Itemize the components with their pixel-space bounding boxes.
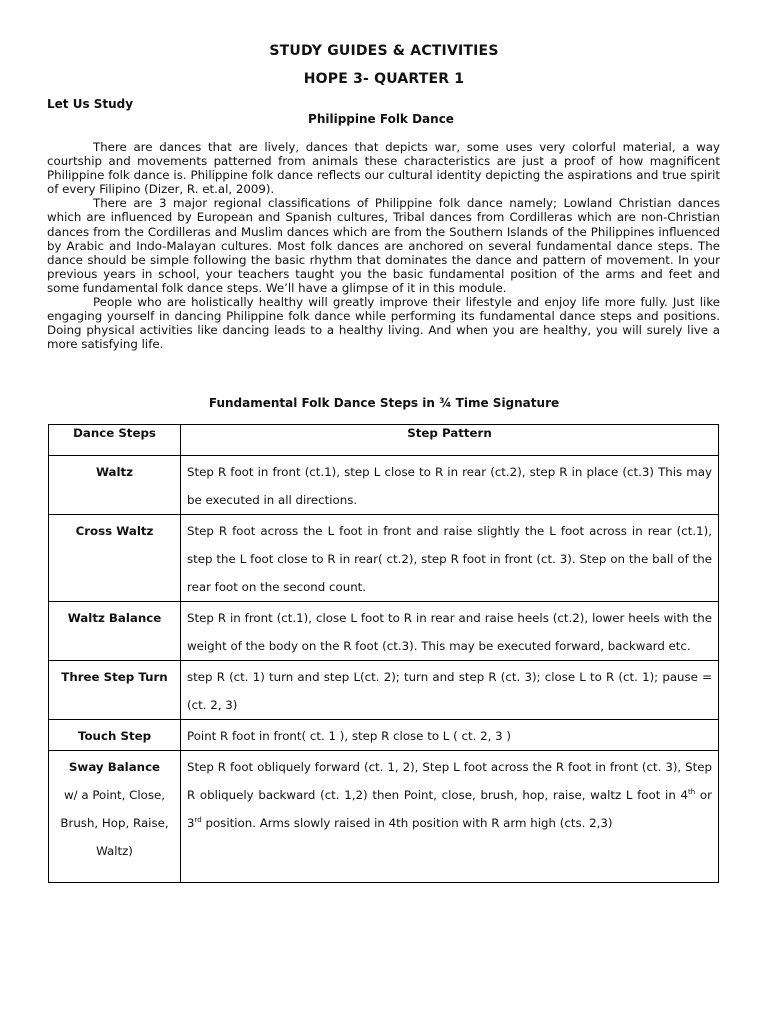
step-pattern: Step R foot across the L foot in front and raise slightly the L foot across in rear (ct.1), step the L foot close to R in rear( ct.2), step R foot in front (ct. 3). Step on the ball of the rear foot on the second count. [181, 515, 719, 602]
table-row [49, 720, 719, 751]
superscript-th: th [688, 788, 696, 797]
dance-step-name: Waltz [49, 456, 181, 515]
table-row [49, 602, 719, 661]
table-title: Fundamental Folk Dance Steps in ¾ Time Signature [208, 396, 560, 410]
table-header-row [49, 425, 719, 456]
column-header-step-pattern: Step Pattern [181, 425, 719, 456]
step-pattern: Step R in front (ct.1), close L foot to R in rear and raise heels (ct.2), lower heels with the weight of the body on the R foot (ct.3). This may be executed forward, backward etc. [181, 602, 719, 661]
column-header-dance-steps: Dance Steps [49, 425, 181, 456]
sway-pattern-part-a: Step R foot obliquely forward (ct. 1, 2), Step L foot across the R foot in front (ct. 3), Step R obliquely backward (ct. 1,2) then Point, close, brush, hop, raise, waltz L foot in 4 [187, 760, 712, 802]
section-label: Let Us Study [47, 97, 134, 111]
dance-step-name: Touch Step [49, 720, 181, 751]
paragraph-2: There are 3 major regional classifications of Philippine folk dance namely; Lowland Christian dances which are influenced by European and Spanish cultures, Tribal dances from Cordilleras which are non-Christian dances from the Cordilleras and Muslim dances which are from the Southern Islands of the Philippines influenced by Arabic and Indo-Malayan cultures. Most folk dances are anchored on several fundamental dance steps. The dance should be simple following the basic rhythm that dominates the dance and pattern of movement. In your previous years in school, your teachers taught you the basic fundamental position of the arms and feet and some fundamental folk dance steps. We’ll have a glimpse of it in this module. [47, 196, 720, 295]
paragraph-3: People who are holistically healthy will greatly improve their lifestyle and enjoy life more fully. Just like engaging yourself in dancing Philippine folk dance while performing its fundamental dance steps and positions. Doing physical activities like dancing leads to a healthy living. And when you are healthy, you will surely live a more satisfying life. [47, 295, 720, 352]
section-heading: Philippine Folk Dance [308, 112, 454, 126]
page-title: STUDY GUIDES & ACTIVITIES [269, 43, 499, 59]
step-pattern [181, 751, 719, 883]
table-row [49, 751, 719, 883]
sway-pattern-part-c: position. Arms slowly raised in 4th position with R arm high (cts. 2,3) [201, 816, 613, 830]
step-pattern: step R (ct. 1) turn and step L(ct. 2); turn and step R (ct. 3); close L to R (ct. 1); pause = (ct. 2, 3) [181, 661, 719, 720]
superscript-rd: rd [194, 816, 202, 825]
step-pattern: Point R foot in front( ct. 1 ), step R close to L ( ct. 2, 3 ) [181, 720, 719, 751]
sway-step-title: Sway Balance [68, 760, 161, 774]
dance-step-name: Cross Waltz [49, 515, 181, 602]
sway-pattern-part-b: or 3 [187, 788, 712, 830]
dance-step-name: Waltz Balance [49, 602, 181, 661]
sway-step-detail: w/ a Point, Close, Brush, Hop, Raise, Waltz) [60, 788, 169, 858]
page-subtitle: HOPE 3- QUARTER 1 [303, 71, 465, 87]
dance-steps-table [48, 424, 719, 883]
paragraph-1: There are dances that are lively, dances that depicts war, some uses very colorful material, a way courtship and movements patterned from animals these characteristics are just a proof of how magnificent Philippine folk dance is. Philippine folk dance reflects our cultural identity depicting the aspirations and true spirit of every Filipino (Dizer, R. et.al, 2009). [47, 140, 720, 197]
dance-step-name: Three Step Turn [49, 661, 181, 720]
table-row [49, 661, 719, 720]
body-text [47, 140, 720, 351]
dance-step-name [49, 751, 181, 883]
table-row [49, 456, 719, 515]
table-row [49, 515, 719, 602]
step-pattern: Step R foot in front (ct.1), step L close to R in rear (ct.2), step R in place (ct.3) This may be executed in all directions. [181, 456, 719, 515]
